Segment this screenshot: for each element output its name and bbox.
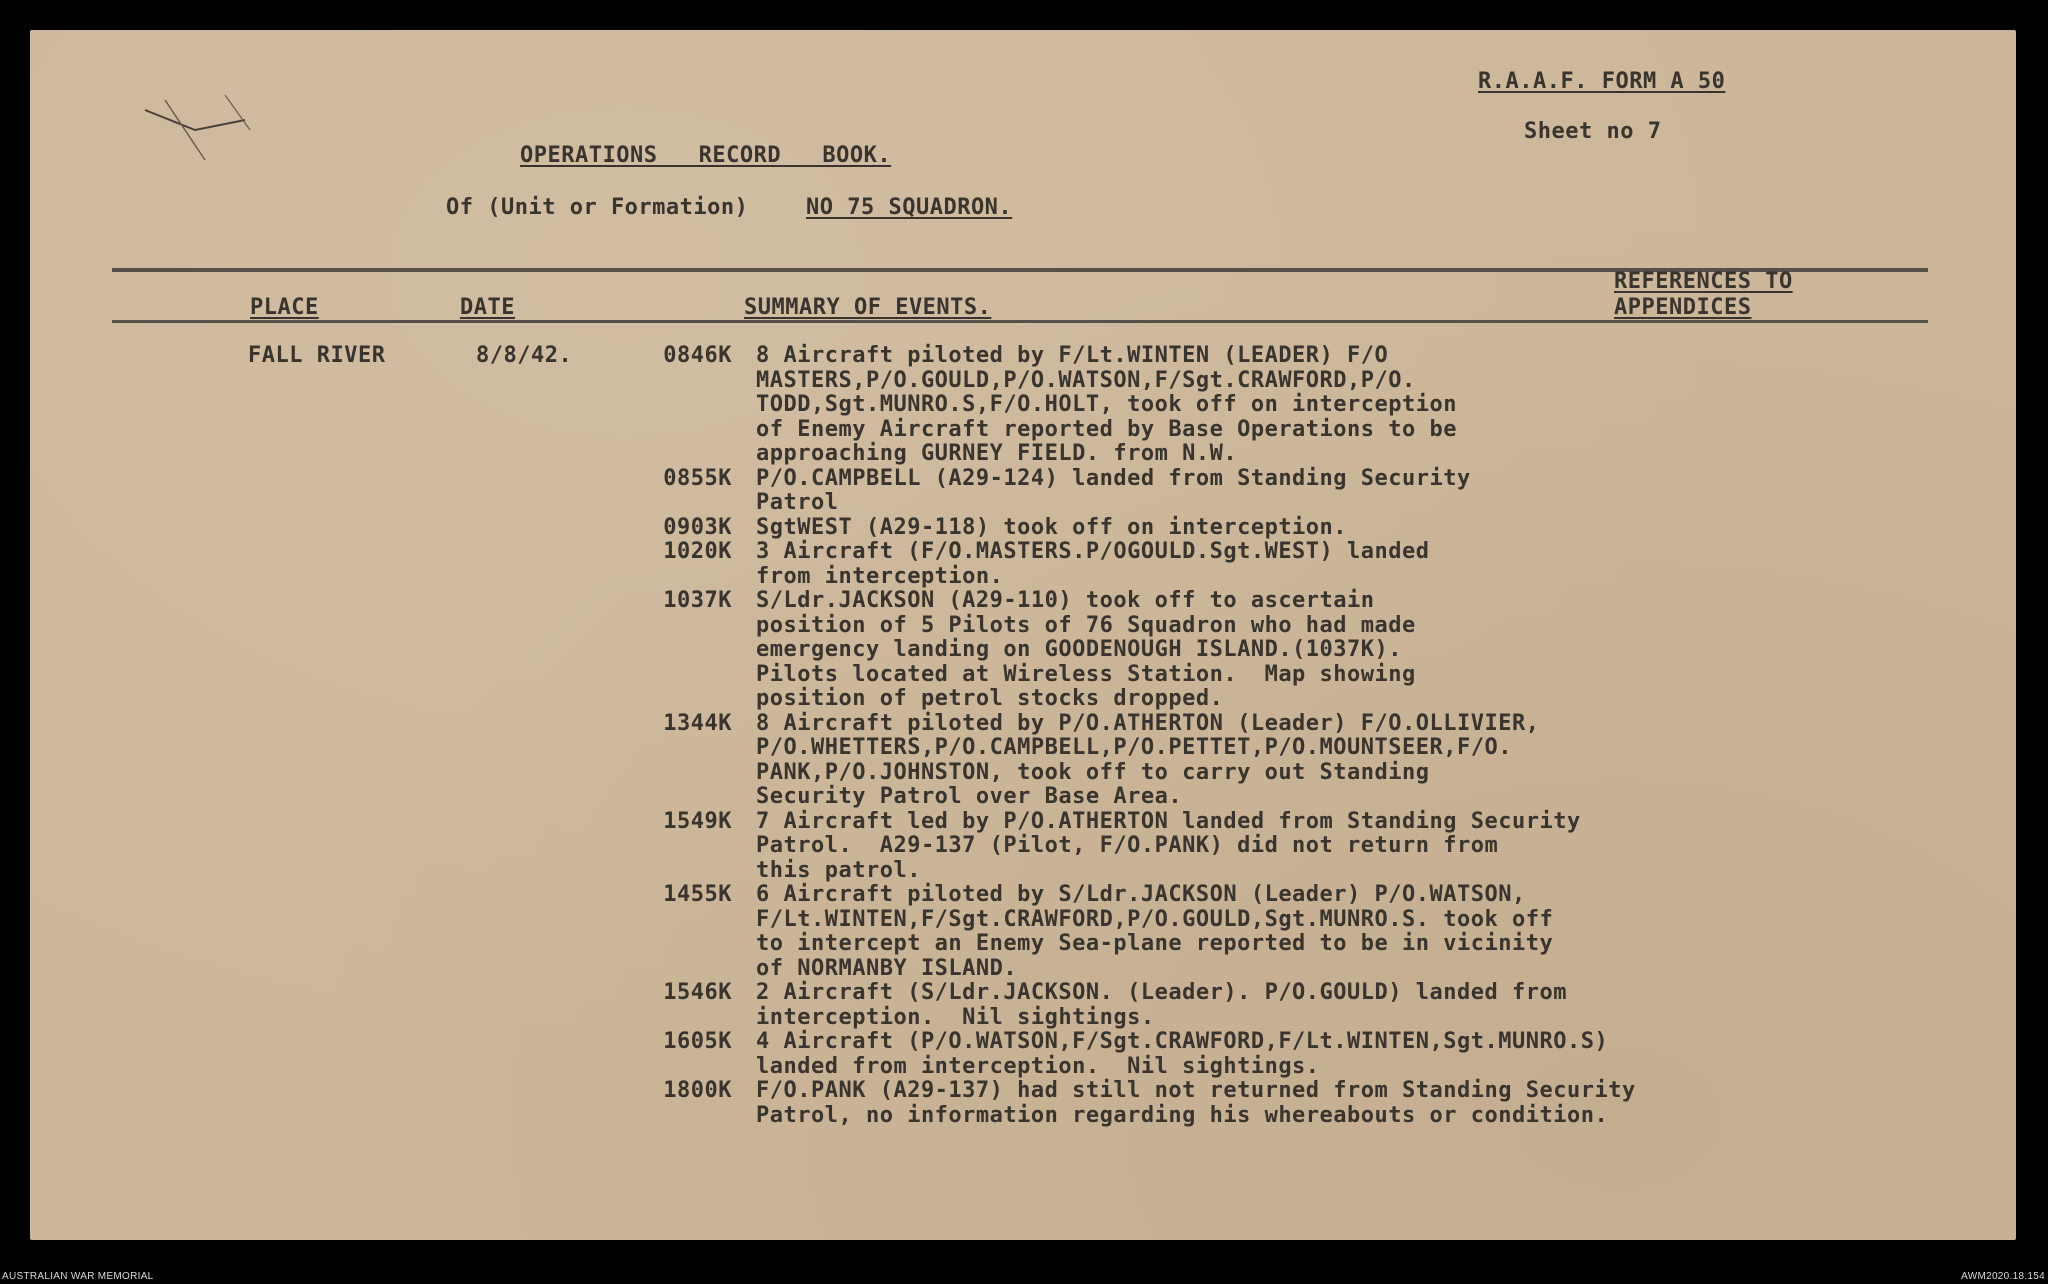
entry-time: 0903K — [663, 514, 732, 540]
entry-text-line: SgtWEST (A29-118) took off on interception. — [756, 514, 1348, 540]
entry-text-line: P/O.WHETTERS,P/O.CAMPBELL,P/O.PETTET,P/O.MOUNTSEER,F/O. — [756, 735, 1512, 760]
footer-accession: AWM2020.18.154 — [1961, 1271, 2045, 1282]
sheet-number: Sheet no 7 — [1524, 119, 1662, 144]
entry-text-line: of NORMANBY ISLAND. — [756, 955, 1018, 981]
entry-text-line: Security Patrol over Base Area. — [756, 784, 1183, 809]
record-place: FALL RIVER — [248, 343, 386, 368]
header-rule — [112, 320, 1928, 323]
unit-prefix: Of (Unit or Formation) — [446, 195, 749, 220]
entry-text-line: position of petrol stocks dropped. — [756, 686, 1224, 711]
entry-text-line: 8 Aircraft piloted by P/O.ATHERTON (Leader) F/O.OLLIVIER, — [756, 710, 1540, 736]
unit-name: NO 75 SQUADRON. — [806, 195, 1013, 220]
entry-text-line: 2 Aircraft (S/Ldr.JACKSON. (Leader). P/O.GOULD) landed from — [756, 980, 1567, 1005]
column-header-place: PLACE — [250, 295, 319, 320]
entry-time: 1344K — [663, 710, 732, 736]
entry-text-line: this patrol. — [756, 857, 921, 883]
entry-time: 1020K — [663, 539, 732, 564]
entry-text-line: 7 Aircraft led by P/O.ATHERTON landed from Standing Security — [756, 808, 1581, 834]
entry-text-line: TODD,Sgt.MUNRO.S,F/O.HOLT, took off on interception — [756, 392, 1458, 417]
entry-time: 1800K — [663, 1078, 732, 1103]
entry-text-line: interception. Nil sightings. — [756, 1004, 1155, 1030]
pencil-mark — [135, 90, 265, 170]
entry-text-line: to intercept an Enemy Sea-plane reported to be in vicinity — [756, 931, 1554, 956]
entry-text-line: 4 Aircraft (P/O.WATSON,F/Sgt.CRAWFORD,F/Lt.WINTEN,Sgt.MUNRO.S) — [756, 1029, 1609, 1054]
entry-text-line: Patrol — [756, 490, 839, 515]
entry-text-line: landed from interception. Nil sightings. — [756, 1053, 1320, 1079]
entry-text-line: F/O.PANK (A29-137) had still not returned from Standing Security — [756, 1078, 1636, 1103]
entry-time: 1549K — [663, 808, 732, 834]
entry-time: 0846K — [663, 343, 732, 368]
entry-text-line: S/Ldr.JACKSON (A29-110) took off to ascertain — [756, 588, 1375, 613]
entry-text-line: PANK,P/O.JOHNSTON, took off to carry out Standing — [756, 759, 1430, 785]
entry-text-line: P/O.CAMPBELL (A29-124) landed from Standing Security — [756, 465, 1471, 491]
record-date: 8/8/42. — [476, 343, 573, 368]
entry-time: 1605K — [663, 1029, 732, 1054]
column-header-date: DATE — [460, 295, 515, 320]
entry-time: 1546K — [663, 980, 732, 1005]
footer-institution: AUSTRALIAN WAR MEMORIAL — [2, 1271, 154, 1282]
entry-text-line: 3 Aircraft (F/O.MASTERS.P/OGOULD.Sgt.WEST) landed — [756, 539, 1430, 564]
entry-text-line: of Enemy Aircraft reported by Base Operations to be — [756, 416, 1458, 442]
entry-time: 1037K — [663, 588, 732, 613]
entry-text-line: MASTERS,P/O.GOULD,P/O.WATSON,F/Sgt.CRAWFORD,P/O. — [756, 367, 1416, 393]
column-header-references: REFERENCES TO — [1614, 269, 1793, 294]
entry-text-line: Pilots located at Wireless Station. Map showing — [756, 661, 1416, 687]
entry-text-line: position of 5 Pilots of 76 Squadron who had made — [756, 612, 1416, 638]
page-title: OPERATIONS RECORD BOOK. — [520, 143, 892, 168]
entry-text-line: Patrol, no information regarding his whereabouts or condition. — [756, 1102, 1609, 1128]
entry-text-line: 6 Aircraft piloted by S/Ldr.JACKSON (Leader) P/O.WATSON, — [756, 882, 1526, 907]
entry-time: 0855K — [663, 465, 732, 491]
column-header-appendices: APPENDICES — [1614, 295, 1752, 320]
form-reference: R.A.A.F. FORM A 50 — [1478, 69, 1726, 94]
entry-time: 1455K — [663, 882, 732, 907]
entry-text-line: F/Lt.WINTEN,F/Sgt.CRAWFORD,P/O.GOULD,Sgt.MUNRO.S. took off — [756, 906, 1554, 932]
column-header-summary: SUMMARY OF EVENTS. — [744, 295, 992, 320]
entry-text-line: approaching GURNEY FIELD. from N.W. — [756, 441, 1238, 466]
entry-text-line: Patrol. A29-137 (Pilot, F/O.PANK) did not return from — [756, 833, 1499, 858]
entry-text-line: emergency landing on GOODENOUGH ISLAND.(1037K). — [756, 637, 1403, 662]
entry-text-line: from interception. — [756, 563, 1004, 589]
entry-text-line: 8 Aircraft piloted by F/Lt.WINTEN (LEADER) F/O — [756, 343, 1389, 368]
